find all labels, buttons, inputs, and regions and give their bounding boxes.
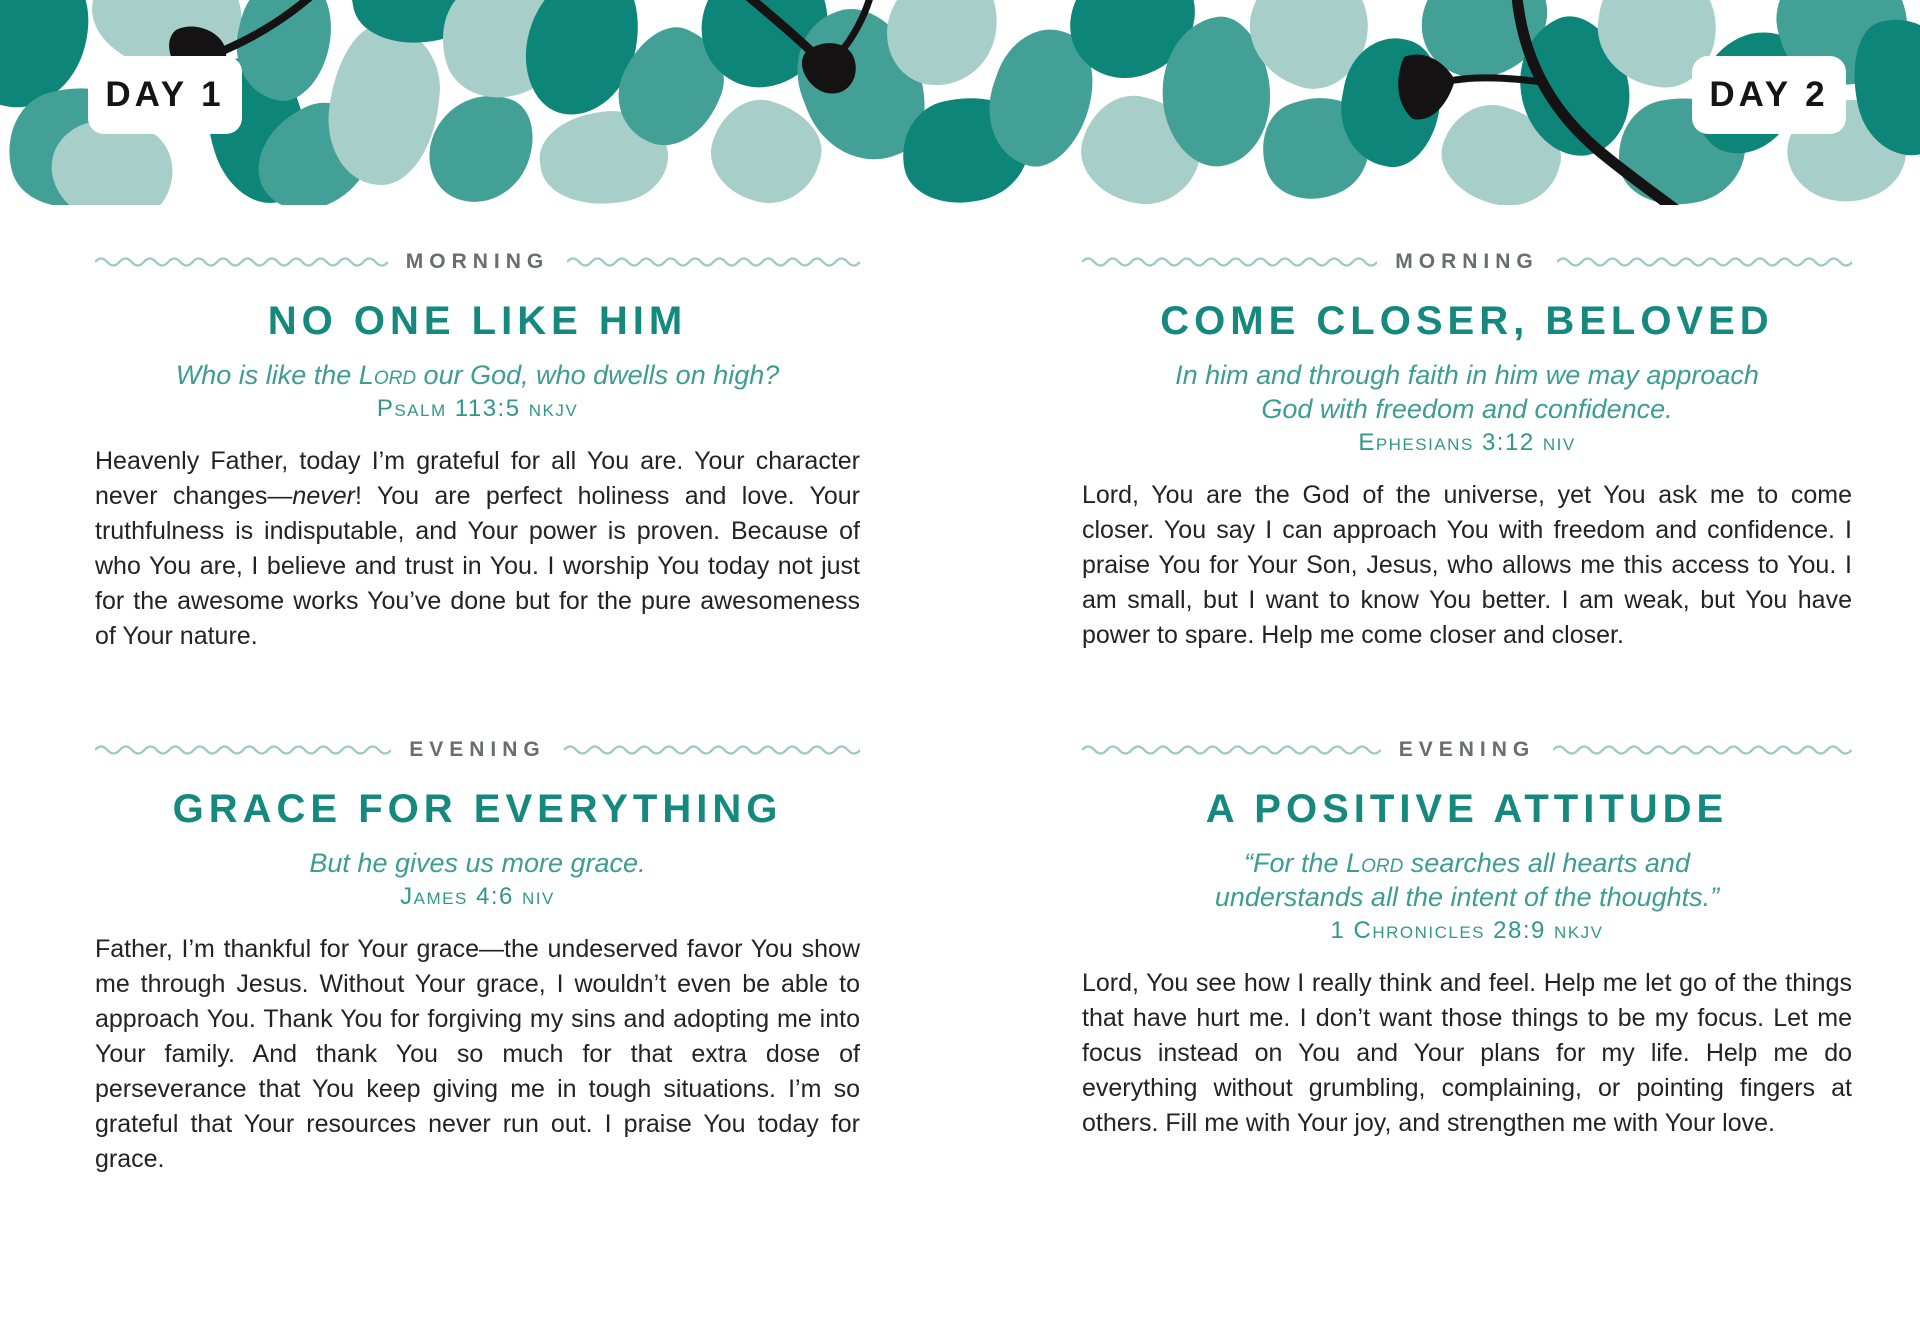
devotion-title: NO ONE LIKE HIM	[267, 299, 688, 343]
devotion-title: COME CLOSER, BELOVED	[1160, 299, 1774, 343]
squiggle-divider	[95, 255, 388, 269]
decorative-banner	[0, 0, 1920, 205]
scripture-verse: Who is like the Lord our God, who dwells on high?	[175, 360, 780, 390]
day2-evening-section	[1082, 738, 1852, 1141]
devotion-body: Father, I’m thankful for Your grace—the undeserved favor You show me through Jesus. Without Your grace, I wouldn’t even be able to approach You. Thank You for forgiving my sins and adopting me into Your family. And thank You so much for that extra dose of perseverance that You keep giving me in tough situations. I’m so grateful that Your resources never run out. I praise You today for grace.	[95, 935, 860, 1173]
day-2-text: DAY 2	[1709, 75, 1829, 114]
devotion-title: A POSITIVE ATTITUDE	[1205, 787, 1729, 831]
scripture-reference: Psalm 113:5 nkjv	[376, 395, 579, 422]
page-day-2	[960, 205, 1920, 1344]
branch-illustration	[0, 0, 1920, 205]
section-header	[95, 738, 860, 762]
scripture-reference: Ephesians 3:12 niv	[1358, 429, 1576, 456]
section-header	[1082, 738, 1852, 762]
section-label: EVENING	[1398, 738, 1536, 761]
scripture-verse: But he gives us more grace.	[309, 848, 646, 878]
section-label: EVENING	[409, 738, 546, 761]
squiggle-divider	[567, 255, 860, 269]
day-2-label	[1692, 56, 1846, 134]
spread-pages	[0, 205, 1920, 1344]
day2-morning-section	[1082, 250, 1852, 653]
scripture-reference: 1 Chronicles 28:9 nkjv	[1330, 917, 1604, 944]
day1-evening-section	[95, 738, 860, 1177]
day-1-text: DAY 1	[105, 75, 225, 114]
page-day-1	[0, 205, 960, 1344]
squiggle-divider	[1082, 743, 1381, 757]
section-header	[95, 250, 860, 274]
squiggle-divider	[95, 743, 391, 757]
devotion-body: Heavenly Father, today I’m grateful for all You are. Your character never changes—never! You are perfect holiness and love. Your truthfulness is indisputable, and Your power is proven. Because of who You are, I believe and trust in You. I worship You today not just for the awesome works You’ve done but for the pure awesomeness of Your nature.	[95, 447, 860, 650]
day1-morning-section	[95, 250, 860, 654]
squiggle-divider	[1553, 743, 1852, 757]
section-label: MORNING	[1395, 250, 1539, 273]
squiggle-divider	[1082, 255, 1377, 269]
section-header	[1082, 250, 1852, 274]
squiggle-divider	[564, 743, 860, 757]
scripture-reference: James 4:6 niv	[400, 883, 555, 910]
devotion-body: Lord, You are the God of the universe, yet You ask me to come closer. You say I can approach You with freedom and confidence. I praise You for Your Son, Jesus, who allows me this access to You. I am small, but I want to know You better. I am weak, but You have power to spare. Help me come closer and closer.	[1082, 481, 1852, 649]
section-label: MORNING	[405, 250, 550, 273]
scripture-verse: In him and through faith in him we may approach God with freedom and confidence.	[1175, 360, 1759, 424]
squiggle-divider	[1557, 255, 1852, 269]
day-1-label	[88, 56, 242, 134]
scripture-verse: “For the Lord searches all hearts and understands all the intent of the thoughts.”	[1214, 848, 1720, 912]
devotion-body: Lord, You see how I really think and feel. Help me let go of the things that have hurt me. I don’t want those things to be my focus. Let me focus instead on You and Your plans for my life. Help me do everything without grumbling, complaining, or pointing fingers at others. Fill me with Your joy, and strengthen me with Your love.	[1082, 969, 1852, 1137]
devotion-title: GRACE FOR EVERYTHING	[172, 787, 783, 831]
